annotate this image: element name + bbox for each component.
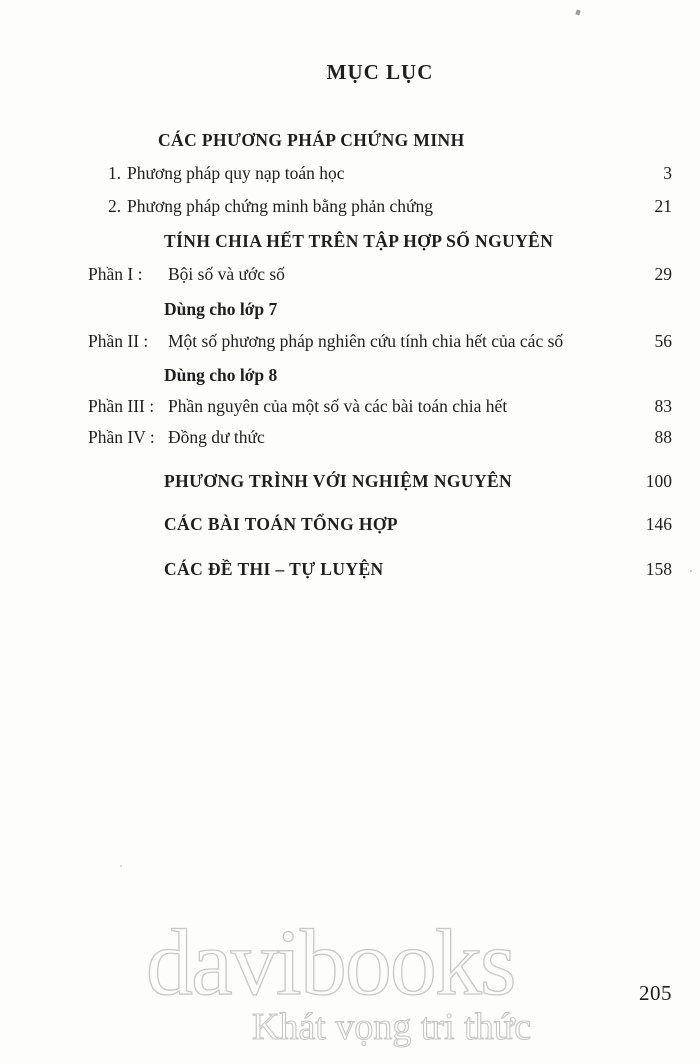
scan-speck bbox=[690, 570, 692, 572]
toc-page-number: 56 bbox=[654, 331, 672, 351]
toc-subheading-title: Dùng cho lớp 8 bbox=[164, 365, 278, 385]
toc-entry-title: Đồng dư thức bbox=[168, 427, 265, 447]
toc-entry-part-label: Phần II : bbox=[88, 331, 149, 351]
toc-section-title: CÁC ĐỀ THI – TỰ LUYỆN bbox=[164, 559, 384, 579]
toc-subheading-title: Dùng cho lớp 7 bbox=[164, 299, 278, 319]
toc-subheading bbox=[88, 363, 672, 387]
toc-entry-title: Phương pháp quy nạp toán học bbox=[127, 163, 345, 183]
folio-page-number: 205 bbox=[639, 981, 672, 1005]
page-title: MỤC LỤC bbox=[326, 60, 434, 84]
toc-section-heading bbox=[88, 229, 672, 253]
toc-entry bbox=[88, 161, 672, 185]
toc-subheading bbox=[88, 297, 672, 321]
watermark-slogan: Khát vọng tri thức bbox=[252, 1006, 532, 1048]
scan-speck bbox=[575, 10, 580, 16]
toc-entry-number: 1. bbox=[108, 163, 122, 183]
toc-entry-part-label: Phần III : bbox=[88, 396, 155, 416]
toc-page-number: 3 bbox=[663, 163, 672, 183]
toc-section-heading bbox=[88, 469, 672, 493]
toc-entry-title: Phần nguyên của một số và các bài toán chia hết bbox=[168, 396, 508, 416]
toc-entry bbox=[88, 194, 672, 218]
toc-page-number: 29 bbox=[654, 264, 672, 284]
toc-page-number: 158 bbox=[645, 559, 672, 579]
toc-page-number: 83 bbox=[654, 396, 672, 416]
toc-entry-part-label: Phần I : bbox=[88, 264, 143, 284]
toc-page-number: 100 bbox=[645, 471, 672, 491]
toc-entry bbox=[88, 394, 672, 418]
toc-entry-title: Bội số và ước số bbox=[168, 264, 285, 284]
toc-section-title: TÍNH CHIA HẾT TRÊN TẬP HỢP SỐ NGUYÊN bbox=[164, 231, 554, 251]
toc-entry-number: 2. bbox=[108, 196, 122, 216]
scan-speck bbox=[120, 865, 122, 867]
toc-section-title: CÁC BÀI TOÁN TỔNG HỢP bbox=[164, 514, 398, 534]
toc-entry-title: Một số phương pháp nghiên cứu tính chia hết của các số bbox=[168, 331, 564, 351]
toc-section-title: PHƯƠNG TRÌNH VỚI NGHIỆM NGUYÊN bbox=[164, 471, 513, 491]
toc-entry-title: Phương pháp chứng minh bằng phản chứng bbox=[127, 196, 434, 216]
toc-section-heading bbox=[88, 128, 672, 152]
toc-entry bbox=[88, 425, 672, 449]
toc-page-number: 21 bbox=[654, 196, 672, 216]
toc-page-number: 88 bbox=[654, 427, 672, 447]
toc-section-heading bbox=[88, 557, 672, 581]
toc-entry bbox=[88, 329, 672, 353]
toc-section-title: CÁC PHƯƠNG PHÁP CHỨNG MINH bbox=[158, 130, 465, 150]
watermark-brand: davibooks bbox=[146, 911, 515, 1015]
toc-section-heading bbox=[88, 512, 672, 536]
toc-entry bbox=[88, 262, 672, 286]
toc-page-number: 146 bbox=[645, 514, 672, 534]
toc-entry-part-label: Phần IV : bbox=[88, 427, 155, 447]
